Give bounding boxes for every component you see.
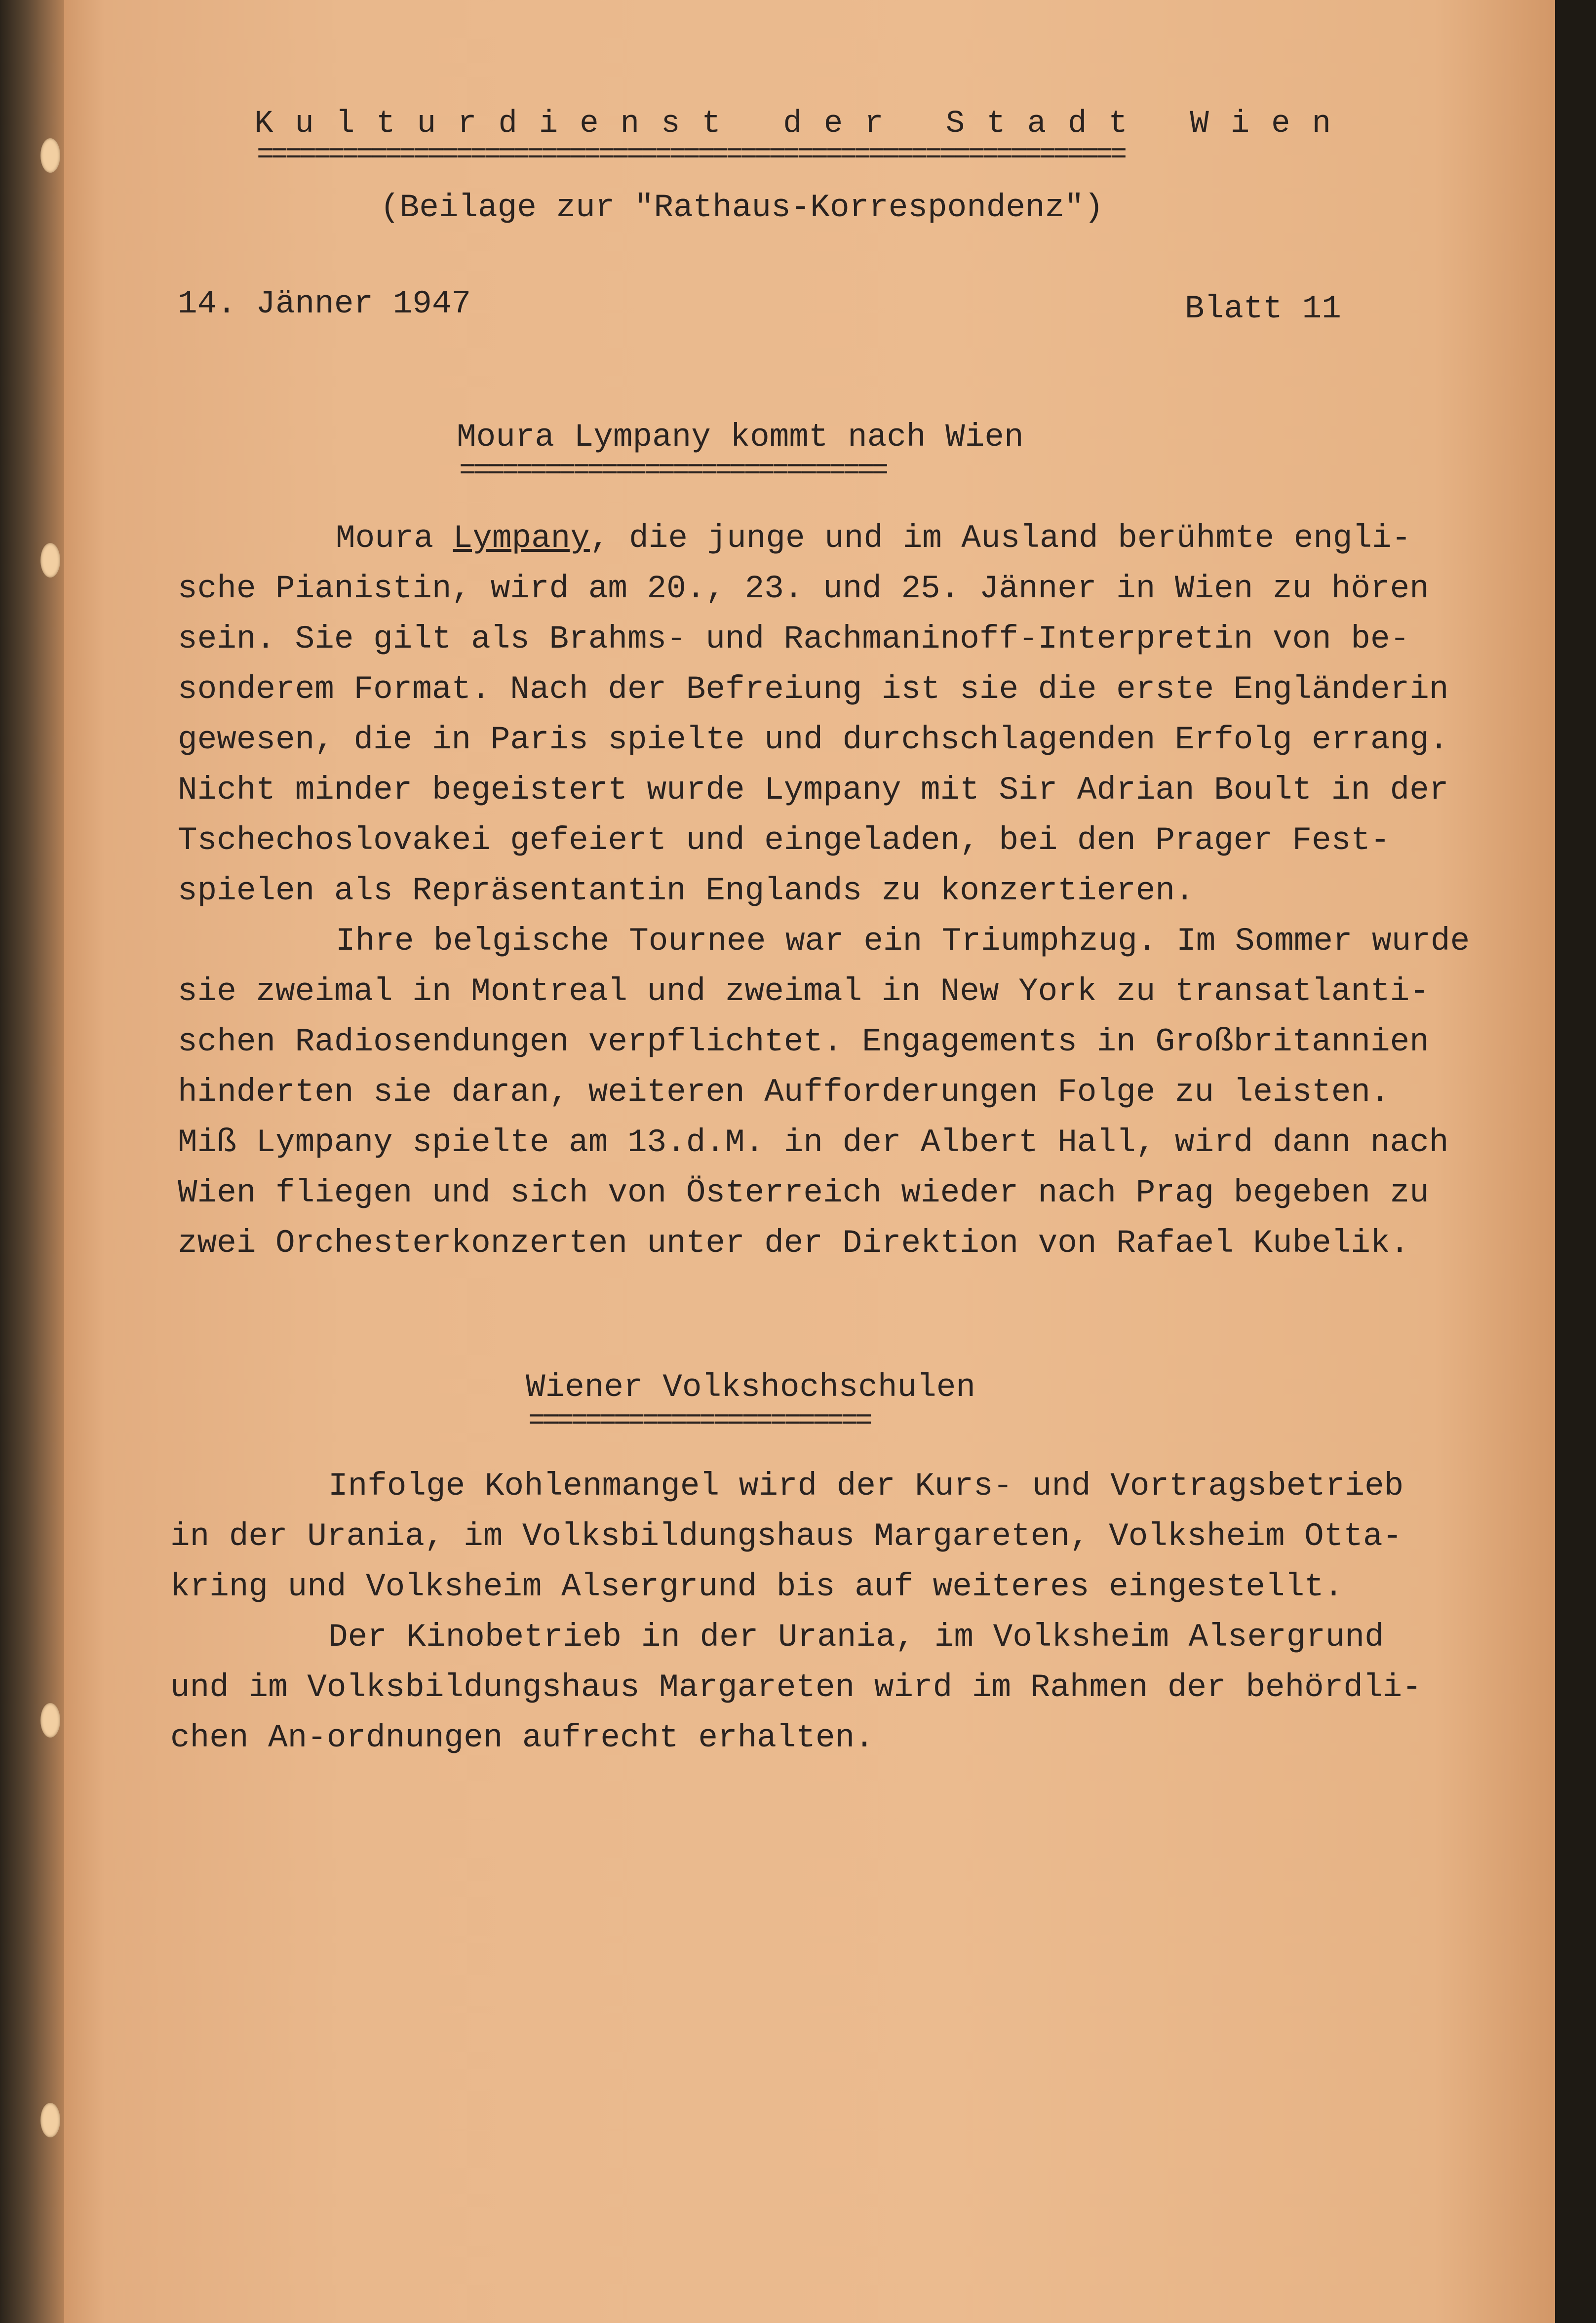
article-line: schen Radiosendungen verpflichtet. Engagements in Großbritannien <box>178 1023 1429 1060</box>
heading-double-rule: ============================== <box>459 462 886 481</box>
article-line: Infolge Kohlenmangel wird der Kurs- und Vortragsbetrieb <box>328 1468 1404 1505</box>
article-line: gewesen, die in Paris spielte und durchschlagenden Erfolg errang. <box>178 721 1449 758</box>
article-line: kring und Volksheim Alsergrund bis auf weiteres eingestellt. <box>170 1568 1344 1605</box>
document-date: 14. Jänner 1947 <box>178 285 471 322</box>
punch-hole <box>40 138 60 173</box>
article-line: und im Volksbildungshaus Margareten wird im Rahmen der behördli- <box>170 1669 1422 1706</box>
article-line: Der Kinobetrieb in der Urania, im Volksheim Alsergrund <box>328 1619 1384 1656</box>
binding-edge <box>0 0 64 2323</box>
header-double-rule: ============================================================= <box>257 146 1125 165</box>
article-line: zwei Orchesterkonzerten unter der Direktion von Rafael Kubelik. <box>178 1225 1410 1262</box>
heading-double-rule: ======================== <box>528 1412 870 1432</box>
article-line: sonderem Format. Nach der Befreiung ist sie die erste Engländerin <box>178 671 1449 708</box>
article-line: Wien fliegen und sich von Österreich wieder nach Prag begeben zu <box>178 1174 1429 1211</box>
article-line <box>336 513 1411 564</box>
sheet-number: Blatt 11 <box>1185 290 1341 327</box>
article-line: spielen als Repräsentantin Englands zu konzertieren. <box>178 872 1195 909</box>
article-line: sein. Sie gilt als Brahms- und Rachmaninoff-Interpretin von be- <box>178 620 1410 658</box>
article-line: hinderten sie daran, weiteren Aufforderungen Folge zu leisten. <box>178 1074 1390 1111</box>
article-line: Ihre belgische Tournee war ein Triumphzug. Im Sommer wurde <box>336 923 1470 960</box>
article-line: chen An-ordnungen aufrecht erhalten. <box>170 1719 874 1756</box>
article-line: sie zweimal in Montreal und zweimal in New York zu transatlanti- <box>178 973 1429 1010</box>
article-line-lead: Moura <box>336 520 453 557</box>
article-line: in der Urania, im Volksbildungshaus Margareten, Volksheim Otta- <box>170 1518 1402 1555</box>
article-heading: Wiener Volkshochschulen <box>526 1369 975 1406</box>
document-subtitle: (Beilage zur "Rathaus-Korrespondenz") <box>380 189 1104 226</box>
article-heading: Moura Lympany kommt nach Wien <box>457 419 1024 456</box>
article-line: sche Pianistin, wird am 20., 23. und 25. Jänner in Wien zu hören <box>178 570 1429 607</box>
article-line: Nicht minder begeistert wurde Lympany mit Sir Adrian Boult in der <box>178 772 1449 809</box>
punch-hole <box>40 2103 60 2137</box>
article-line: Tschechoslovakei gefeiert und eingeladen, bei den Prager Fest- <box>178 822 1390 859</box>
punch-hole <box>40 543 60 578</box>
article-line: Miß Lympany spielte am 13.d.M. in der Albert Hall, wird dann nach <box>178 1124 1449 1161</box>
document-header-title: Kulturdienst der Stadt Wien <box>254 106 1353 142</box>
article-line-rest: , die junge und im Ausland berühmte engli- <box>589 520 1411 557</box>
punch-hole <box>40 1703 60 1738</box>
underlined-name: Lympany <box>453 520 590 557</box>
